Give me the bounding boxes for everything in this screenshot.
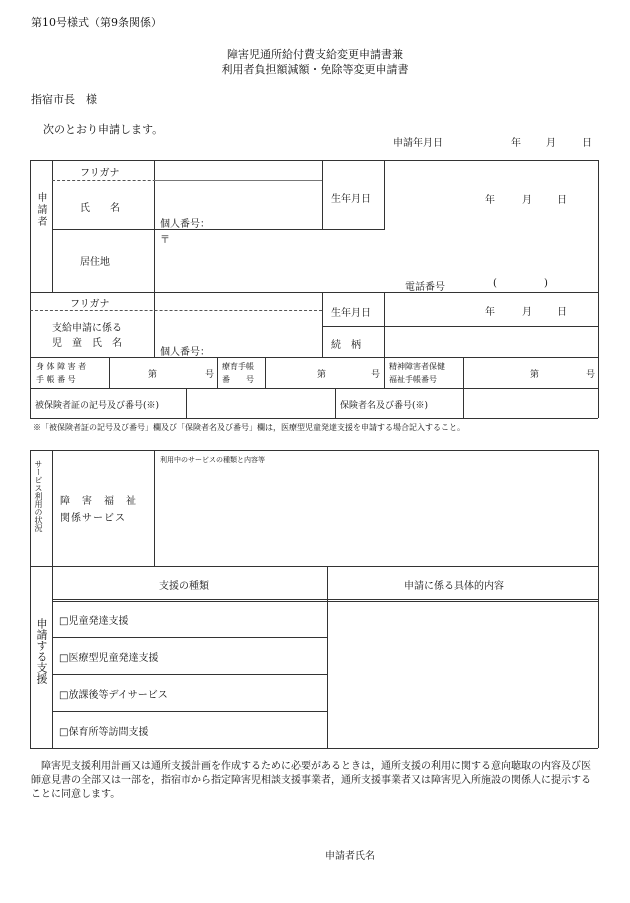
support-option-nursery-visit-support[interactable]: □保育所等訪問支援 <box>59 727 149 738</box>
service-usage-section-label: サービス利用の状況 <box>34 460 43 532</box>
child-name-label-1: 支給申請に係る <box>52 323 122 334</box>
applicant-personal-number-label: 個人番号： <box>160 219 210 230</box>
child-birth-month: 月 <box>522 307 532 318</box>
form-title-line2: 利用者負担額減額・免除等変更申請書 <box>221 63 409 76</box>
mental-handbook-label-1: 精神障害者保健 <box>389 362 445 371</box>
applicant-birth-day: 日 <box>557 195 567 206</box>
postal-mark: 〒 <box>160 235 170 246</box>
form-number: 第10号様式（第9条関係） <box>31 16 162 29</box>
support-section-label: 申請する支援 <box>35 618 48 684</box>
consent-paragraph: 障害児支援利用計画又は通所支援計画を作成するために必要があるときは，通所支援の利用に関する意向聴取の内容及び医師意見書の全部又は一部を，指宿市から指定障害児相談支援事業者，通所支援事業者又は障害児入所施設の関係人に提示することに同意します。 <box>31 761 591 800</box>
ryoiku-handbook-label-1: 療育手帳 <box>222 362 254 371</box>
insurance-note: ※「被保険者証の記号及び番号」欄及び「保険者名及び番号」欄は，医療型児童発達支援を申請する場合記入すること。 <box>33 423 465 432</box>
physical-handbook-label-2: 手 帳 番 号 <box>36 375 76 384</box>
physical-handbook-dai: 第 <box>148 370 158 380</box>
ryoiku-handbook-dai: 第 <box>317 370 327 380</box>
support-type-header: 支援の種類 <box>159 581 209 592</box>
mental-handbook-dai: 第 <box>530 370 540 380</box>
child-birth-day: 日 <box>557 307 567 318</box>
intro-text: 次のとおり申請します。 <box>43 123 164 136</box>
child-birth-label: 生年月日 <box>331 308 371 319</box>
child-furigana-label: フリガナ <box>70 299 110 310</box>
support-option-after-school-day-service[interactable]: □放課後等デイサービス <box>59 690 168 701</box>
application-date-label: 申請年月日 <box>393 138 443 149</box>
insurer-label: 保険者名及び番号(※) <box>340 401 429 411</box>
applicant-furigana-label: フリガナ <box>80 168 120 179</box>
child-name-label-2: 児 童 氏 名 <box>52 338 122 349</box>
service-content-label: 利用中のサービスの種類と内容等 <box>160 456 265 464</box>
service-category-label-1: 障 害 福 祉 <box>60 496 137 507</box>
application-date-month: 月 <box>546 138 556 149</box>
form-title-line1: 障害児通所給付費支給変更申請書兼 <box>227 48 403 61</box>
mental-handbook-go: 号 <box>586 370 596 380</box>
addressee: 指宿市長 様 <box>31 93 97 106</box>
signature-label: 申請者氏名 <box>325 851 375 862</box>
phone-label: 電話番号 <box>405 282 445 293</box>
service-category-label-2: 関係サービス <box>60 513 126 524</box>
insurance-card-label: 被保険者証の記号及び番号(※) <box>35 401 160 411</box>
relationship-label: 続 柄 <box>331 340 361 351</box>
child-personal-number-label: 個人番号： <box>160 347 210 358</box>
mental-handbook-label-2: 福祉手帳番号 <box>389 375 437 384</box>
applicant-birth-month: 月 <box>522 195 532 206</box>
ryoiku-handbook-go: 号 <box>371 370 381 380</box>
child-birth-year: 年 <box>485 307 495 318</box>
support-content-header: 申請に係る具体的内容 <box>404 581 504 592</box>
applicant-section-label: 申請者 <box>35 192 46 228</box>
applicant-birth-year: 年 <box>485 195 495 206</box>
applicant-address-label: 居住地 <box>80 257 110 268</box>
physical-handbook-go: 号 <box>205 370 215 380</box>
application-date-year: 年 <box>511 138 521 149</box>
support-option-child-development[interactable]: □児童発達支援 <box>59 616 129 627</box>
support-option-medical-child-development[interactable]: □医療型児童発達支援 <box>59 653 159 664</box>
applicant-birth-label: 生年月日 <box>331 194 371 205</box>
phone-close-paren: ) <box>544 278 548 289</box>
ryoiku-handbook-label-2: 番 号 <box>222 375 254 384</box>
application-date-day: 日 <box>582 138 592 149</box>
physical-handbook-label-1: 身 体 障 害 者 <box>36 362 87 371</box>
phone-open-paren: ( <box>493 278 497 289</box>
applicant-name-label: 氏 名 <box>80 203 120 214</box>
